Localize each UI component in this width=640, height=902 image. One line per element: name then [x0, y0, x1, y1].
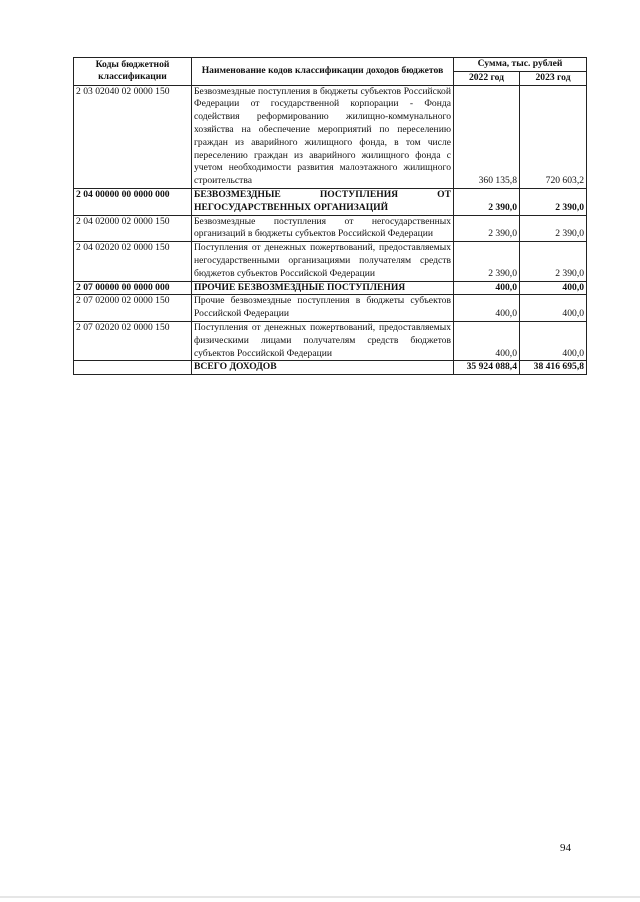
row-value-2022: 400,0 — [454, 295, 520, 322]
row-name: Безвозмездные поступления от негосударственных организаций в бюджеты субъектов Российской Федерации — [192, 215, 454, 242]
row-code: 2 07 02020 02 0000 150 — [74, 321, 192, 360]
row-code: 2 03 02040 02 0000 150 — [74, 85, 192, 188]
table-body — [74, 85, 587, 375]
row-name: Поступления от денежных пожертвований, предоставляемых физическими лицами получателям средств бюджетов субъектов Российской Федерации — [192, 321, 454, 360]
row-value-2023: 2 390,0 — [520, 188, 587, 215]
header-year-2023: 2023 год — [520, 71, 587, 85]
row-value-2023: 720 603,2 — [520, 85, 587, 188]
row-name: ВСЕГО ДОХОДОВ — [192, 361, 454, 375]
row-code: 2 07 00000 00 0000 000 — [74, 281, 192, 295]
row-code: 2 04 02020 02 0000 150 — [74, 242, 192, 281]
table-row — [74, 215, 587, 242]
row-value-2022: 2 390,0 — [454, 188, 520, 215]
header-year-2022: 2022 год — [454, 71, 520, 85]
row-code: 2 07 02000 02 0000 150 — [74, 295, 192, 322]
table-row — [74, 361, 587, 375]
row-name: БЕЗВОЗМЕЗДНЫЕ ПОСТУПЛЕНИЯ ОТ НЕГОСУДАРСТВЕННЫХ ОРГАНИЗАЦИЙ — [192, 188, 454, 215]
budget-income-table — [73, 57, 587, 375]
row-value-2022: 2 390,0 — [454, 215, 520, 242]
row-code: 2 04 00000 00 0000 000 — [74, 188, 192, 215]
row-code — [74, 361, 192, 375]
row-value-2023: 38 416 695,8 — [520, 361, 587, 375]
row-value-2022: 360 135,8 — [454, 85, 520, 188]
row-value-2022: 35 924 088,4 — [454, 361, 520, 375]
row-name: Безвозмездные поступления в бюджеты субъектов Российской Федерации от государственной корпорации - Фонда содействия реформированию жилищно-коммунального хозяйства на обеспечение мероприятий по переселению граждан из аварийного жилищного фонда, в том числе переселению граждан из аварийного жилищного фонда с учетом необходимости развития малоэтажного жилищного строительства — [192, 85, 454, 188]
table-row — [74, 242, 587, 281]
row-value-2022: 2 390,0 — [454, 242, 520, 281]
scan-edge — [0, 896, 640, 898]
header-sum: Сумма, тыс. рублей — [454, 58, 587, 72]
row-code: 2 04 02000 02 0000 150 — [74, 215, 192, 242]
table-row — [74, 281, 587, 295]
header-codes: Коды бюджетной классификации — [74, 58, 192, 86]
row-name: Прочие безвозмездные поступления в бюджеты субъектов Российской Федерации — [192, 295, 454, 322]
row-value-2023: 2 390,0 — [520, 215, 587, 242]
row-name: ПРОЧИЕ БЕЗВОЗМЕЗДНЫЕ ПОСТУПЛЕНИЯ — [192, 281, 454, 295]
table-header-row — [74, 58, 587, 72]
row-value-2023: 400,0 — [520, 321, 587, 360]
table-row — [74, 85, 587, 188]
row-name: Поступления от денежных пожертвований, предоставляемых негосударственными организациями получателям средств бюджетов субъектов Российской Федерации — [192, 242, 454, 281]
row-value-2023: 2 390,0 — [520, 242, 587, 281]
row-value-2023: 400,0 — [520, 281, 587, 295]
page-number: 94 — [560, 842, 571, 854]
row-value-2022: 400,0 — [454, 281, 520, 295]
row-value-2022: 400,0 — [454, 321, 520, 360]
table-row — [74, 295, 587, 322]
table-row — [74, 188, 587, 215]
table-row — [74, 321, 587, 360]
header-name: Наименование кодов классификации доходов бюджетов — [192, 58, 454, 86]
row-value-2023: 400,0 — [520, 295, 587, 322]
